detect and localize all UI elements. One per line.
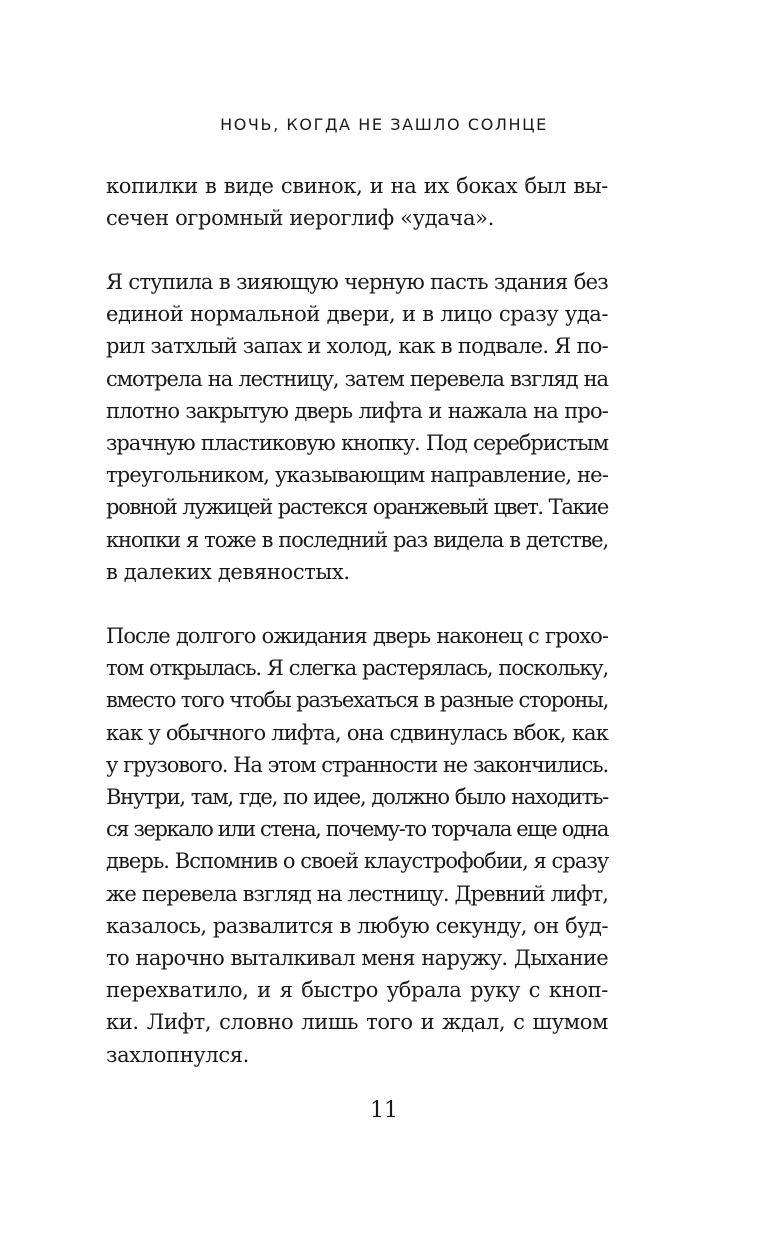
- text-line: треугольником, указывающим направление, не-: [106, 463, 608, 488]
- text-line: копилки в виде свинок, и на их боках был вы-: [106, 174, 608, 198]
- text-line: единой нормальной двери, и в лицо сразу уда-: [106, 302, 608, 327]
- text-line: у грузового. На этом странности не закончились.: [106, 752, 608, 777]
- text-line: в далеких девяностых.: [106, 559, 350, 584]
- text-line: зрачную пластиковую кнопку. Под серебристым: [106, 431, 608, 456]
- text-line: сечен огромный иероглиф «удача».: [106, 206, 494, 231]
- text-line: ки. Лифт, словно лишь того и ждал, с шумом: [106, 1010, 608, 1035]
- text-line: перехватило, и я быстро убрала руку с кноп-: [106, 978, 608, 1003]
- text-line: захлопнулся.: [106, 1042, 249, 1067]
- running-head: НОЧЬ, КОГДА НЕ ЗАШЛО СОЛНЦЕ: [220, 115, 548, 134]
- text-line: плотно закрытую дверь лифта и нажала на про-: [106, 398, 608, 423]
- paragraph-3: [106, 620, 608, 1071]
- text-line: вместо того чтобы разъехаться в разные стороны,: [106, 688, 608, 713]
- text-line: ся зеркало или стена, почему-то торчала еще одна: [106, 817, 608, 842]
- text-line: том открылась. Я слегка растерялась, поскольку,: [106, 656, 608, 681]
- text-line: После долгого ожидания дверь наконец с грохо-: [106, 624, 608, 648]
- text-line: ровной лужицей растекся оранжевый цвет. Такие: [106, 495, 608, 520]
- text-line: Внутри, там, где, по идее, должно было находить-: [106, 785, 608, 810]
- text-line: дверь. Вспомнив о своей клаустрофобии, я сразу: [106, 849, 609, 874]
- page-number: 11: [370, 1098, 398, 1123]
- text-line: то нарочно выталкивал меня наружу. Дыхание: [106, 946, 608, 971]
- text-line: Я ступила в зияющую черную пасть здания без: [106, 270, 608, 294]
- text-line: кнопки я тоже в последний раз видела в детстве,: [106, 527, 608, 552]
- text-line: же перевела взгляд на лестницу. Древний лифт,: [106, 881, 608, 906]
- text-line: рил затхлый запах и холод, как в подвале. Я по-: [106, 334, 608, 359]
- paragraph-1: [106, 170, 608, 234]
- text-line: как у обычного лифта, она сдвинулась вбок, как: [106, 720, 608, 745]
- text-line: казалось, развалится в любую секунду, он буд-: [106, 913, 608, 938]
- paragraph-2: [106, 266, 608, 588]
- text-line: смотрела на лестницу, затем перевела взгляд на: [106, 366, 608, 391]
